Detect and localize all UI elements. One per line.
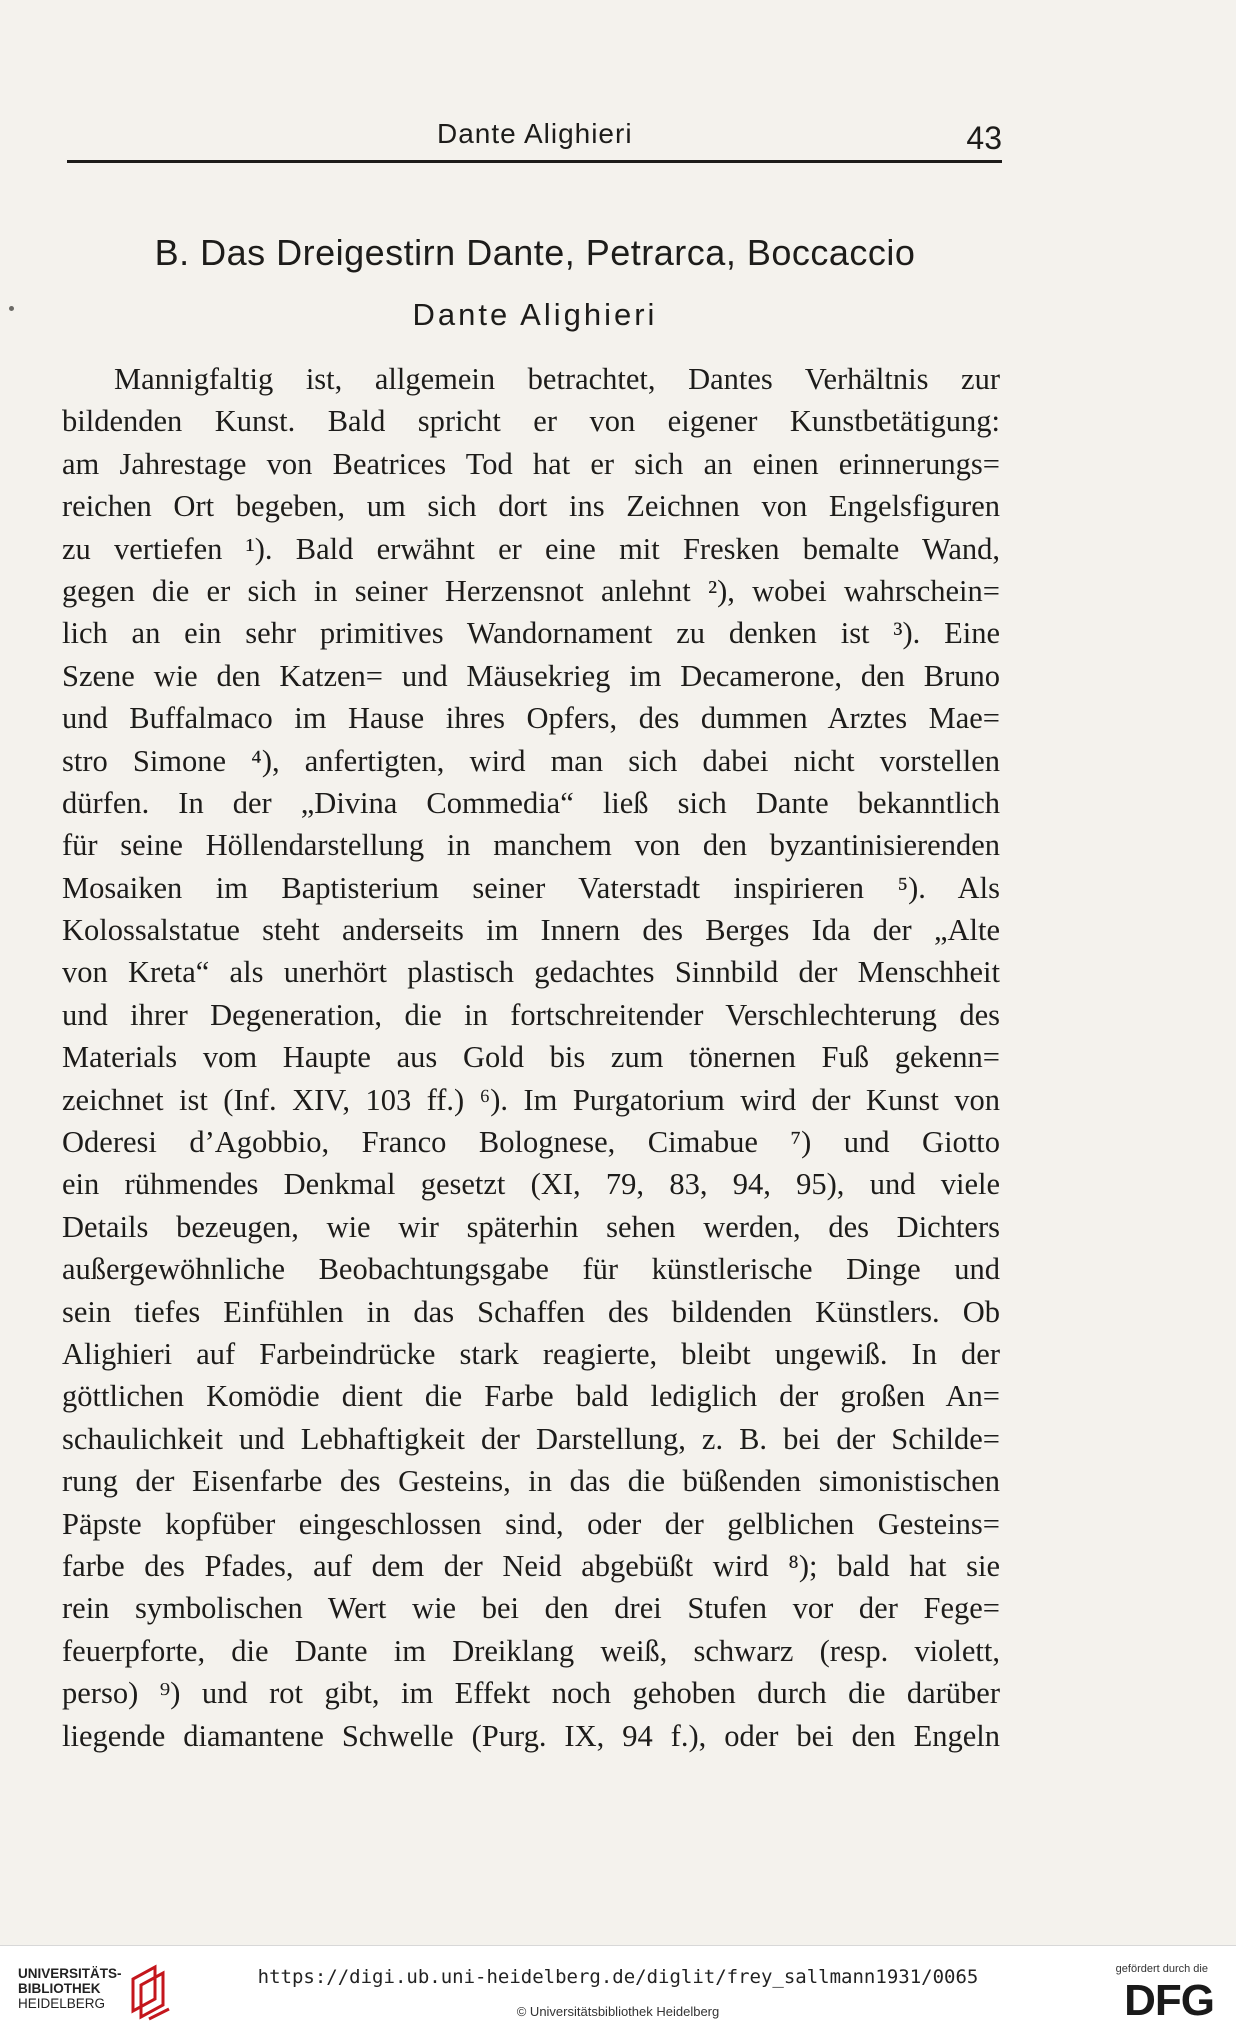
text-line: dürfen. In der „Divina Commedia“ ließ sich Dante bekanntlich [62, 785, 1000, 820]
text-line: Oderesi d’Agobbio, Franco Bolognese, Cimabue ⁷) und Giotto [62, 1125, 1000, 1160]
text-line: schaulichkeit und Lebhaftigkeit der Darstellung, z. B. bei der Schilde= [62, 1421, 1000, 1456]
header-rule [67, 160, 1002, 163]
text-line: farbe des Pfades, auf dem der Neid abgebüßt wird ⁸); bald hat sie [62, 1548, 1000, 1583]
text-line: und Buffalmaco im Hause ihres Opfers, des dummen Arztes Mae= [62, 701, 1000, 736]
copyright-notice: © Universitätsbibliothek Heidelberg [516, 2004, 720, 2019]
running-head-title: Dante Alighieri [437, 118, 633, 149]
text-line: und ihrer Degeneration, die in fortschreitender Verschlechterung des [62, 997, 1000, 1032]
text-line: bildenden Kunst. Bald spricht er von eigener Kunstbetätigung: [62, 404, 1000, 439]
text-line: perso) ⁹) und rot gibt, im Effekt noch gehoben durch die darüber [62, 1676, 1000, 1711]
body-text [62, 358, 1000, 1757]
permalink-url[interactable]: https://digi.ub.uni-heidelberg.de/diglit/frey_sallmann1931/0065 [257, 1966, 979, 1988]
text-line: Kolossalstatue steht anderseits im Innern des Berges Ida der „Alte [62, 913, 1000, 948]
text-line: Mosaiken im Baptisterium seiner Vaterstadt inspirieren ⁵). Als [62, 870, 1000, 905]
text-line: ein rühmendes Denkmal gesetzt (XI, 79, 83, 94, 95), und viele [62, 1167, 1000, 1202]
text-line: außergewöhnliche Beobachtungsgabe für künstlerische Dinge und [62, 1252, 1000, 1287]
text-line: Materials vom Haupte aus Gold bis zum tönernen Fuß gekenn= [62, 1040, 1000, 1075]
text-line: Alighieri auf Farbeindrücke stark reagierte, bleibt ungewiß. In der [62, 1336, 1000, 1371]
text-line: von Kreta“ als unerhört plastisch gedachtes Sinnbild der Menschheit [62, 955, 1000, 990]
text-line: Päpste kopfüber eingeschlossen sind, oder der gelblichen Gesteins= [62, 1506, 1000, 1541]
library-name-line2: BIBLIOTHEK [18, 1981, 101, 1996]
footer-bar [0, 1945, 1236, 2036]
text-line: reichen Ort begeben, um sich dort ins Zeichnen von Engelsfiguren [62, 489, 1000, 524]
text-line: zu vertiefen ¹). Bald erwähnt er eine mit Fresken bemalte Wand, [62, 531, 1000, 566]
text-line: feuerpforte, die Dante im Dreiklang weiß, schwarz (resp. violett, [62, 1633, 1000, 1668]
section-heading: B. Das Dreigestirn Dante, Petrarca, Boccaccio [154, 232, 916, 273]
text-line: liegende diamantene Schwelle (Purg. IX, 94 f.), oder bei den Engeln [62, 1718, 1000, 1753]
text-line: göttlichen Komödie dient die Farbe bald lediglich der großen An= [62, 1379, 1000, 1414]
text-line: gegen die er sich in seiner Herzensnot anlehnt ²), wobei wahrschein= [62, 573, 1000, 608]
text-line: stro Simone ⁴), anfertigten, wird man sich dabei nicht vorstellen [62, 743, 1000, 778]
text-line: Szene wie den Katzen= und Mäusekrieg im Decamerone, den Bruno [62, 658, 1000, 693]
text-line: sein tiefes Einfühlen in das Schaffen des bildenden Künstlers. Ob [62, 1294, 1000, 1329]
text-line: rein symbolischen Wert wie bei den drei Stufen vor der Fege= [62, 1591, 1000, 1626]
text-line: rung der Eisenfarbe des Gesteins, in das die büßenden simonistischen [62, 1464, 1000, 1499]
text-line: Mannigfaltig ist, allgemein betrachtet, Dantes Verhältnis zur [114, 362, 1000, 396]
page-number: 43 [966, 120, 1002, 156]
text-line: Details bezeugen, wie wir späterhin sehen werden, des Dichters [62, 1209, 1000, 1244]
text-line: zeichnet ist (Inf. XIV, 103 ff.) ⁶). Im Purgatorium wird der Kunst von [62, 1082, 1000, 1117]
sub-heading: Dante Alighieri [412, 297, 658, 332]
running-head [67, 118, 1002, 160]
text-line: lich an ein sehr primitives Wandornament zu denken ist ³). Eine [62, 616, 1000, 651]
text-line: am Jahrestage von Beatrices Tod hat er sich an einen erinnerungs= [62, 446, 1000, 481]
funding-label: gefördert durch die [1115, 1963, 1208, 1975]
library-name-line3: HEIDELBERG [18, 1996, 106, 2011]
text-line: für seine Höllendarstellung in manchem von den byzantinisierenden [62, 828, 1000, 863]
library-name-line1: UNIVERSITÄTS- [18, 1966, 122, 1981]
dfg-logo[interactable]: DFG [1124, 1976, 1214, 2025]
